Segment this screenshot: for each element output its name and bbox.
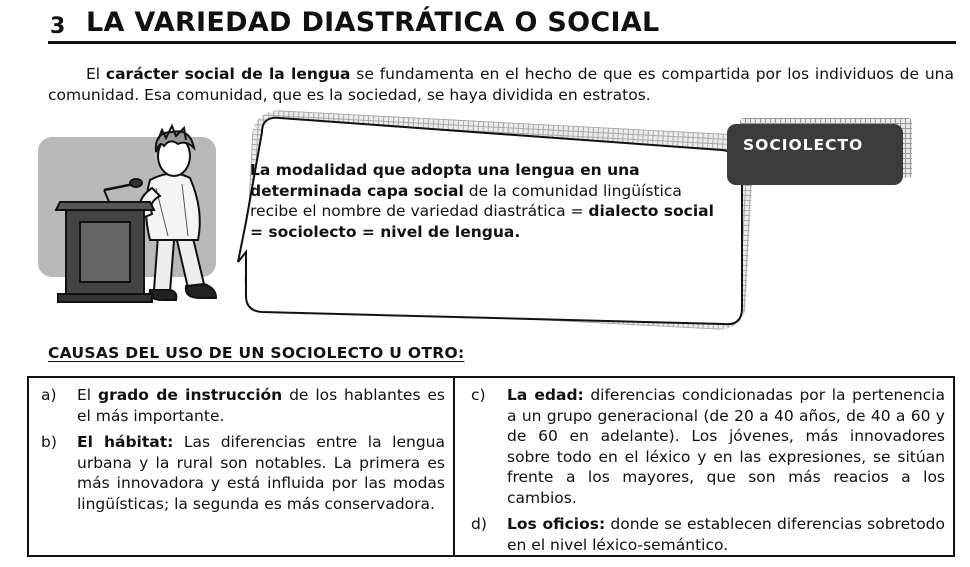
- intro-post: se fundamenta en el hecho de que es compartida por los individuos de una comunidad. Esa comunidad, que es la sociedad, se haya dividida en estratos.: [48, 65, 954, 104]
- cause-item-a: [41, 385, 445, 426]
- cause-label: b): [41, 433, 57, 451]
- cause-pre: El: [77, 386, 98, 404]
- section-title: LA VARIEDAD DIASTRÁTICA O SOCIAL: [86, 7, 660, 38]
- definition-text-1: de la comunidad lingüística recibe el nombre de variedad diastrática =: [250, 181, 682, 220]
- cause-body: [77, 385, 445, 426]
- cause-label: d): [471, 515, 487, 533]
- intro-paragraph: [48, 64, 954, 106]
- cause-label: a): [41, 386, 57, 404]
- cause-body: [507, 514, 945, 555]
- cause-bold: El hábitat:: [77, 433, 174, 451]
- cause-bold: grado de instrucción: [97, 386, 283, 404]
- cause-bold: Los oficios:: [507, 515, 606, 533]
- cause-item-d: [471, 514, 945, 555]
- definition-bold-2: dialecto social = sociolecto = nivel de lengua.: [250, 202, 714, 241]
- definition-bold-1: La modalidad que adopta una lengua en una determinada capa social: [250, 161, 640, 200]
- cause-text: Las diferencias entre la lengua urbana y la rural son notables. La primera es más innovadora y está influida por las modas lingüísticas; la segunda es más conservadora.: [77, 433, 445, 513]
- cause-item-b: [41, 432, 445, 514]
- cause-body: [507, 385, 945, 508]
- sociolecto-tag: [727, 124, 903, 185]
- intro-pre: El: [86, 65, 106, 83]
- causes-table: [27, 376, 955, 557]
- causes-heading: CAUSAS DEL USO DE UN SOCIOLECTO U OTRO:: [48, 344, 465, 362]
- causes-column-right: [455, 378, 953, 555]
- title-underline: [48, 41, 956, 44]
- definition-text: [250, 160, 720, 242]
- section-number: 3: [50, 14, 66, 39]
- cause-label: c): [471, 386, 486, 404]
- cause-text: de los hablantes es el más importante.: [77, 386, 445, 425]
- speaker-podium-icon: [38, 118, 228, 308]
- causes-column-left: [29, 378, 455, 555]
- cause-bold: La edad:: [507, 386, 584, 404]
- cause-body: [77, 432, 445, 514]
- sociolecto-label: SOCIOLECTO: [743, 136, 864, 154]
- cause-item-c: [471, 385, 945, 508]
- cause-text: donde se establecen diferencias sobretodo en el nivel léxico-semántico.: [507, 515, 945, 554]
- cause-text: diferencias condicionadas por la pertenencia a un grupo generacional (de 20 a 40 años, de 40 a 60 y de 60 en adelante). Los jóvenes, más innovadores sobre todo en el léxico y en las expresiones, se sitúan frente a los mayores, que son más reacios a los cambios.: [507, 386, 945, 507]
- intro-bold: carácter social de la lengua: [105, 65, 351, 83]
